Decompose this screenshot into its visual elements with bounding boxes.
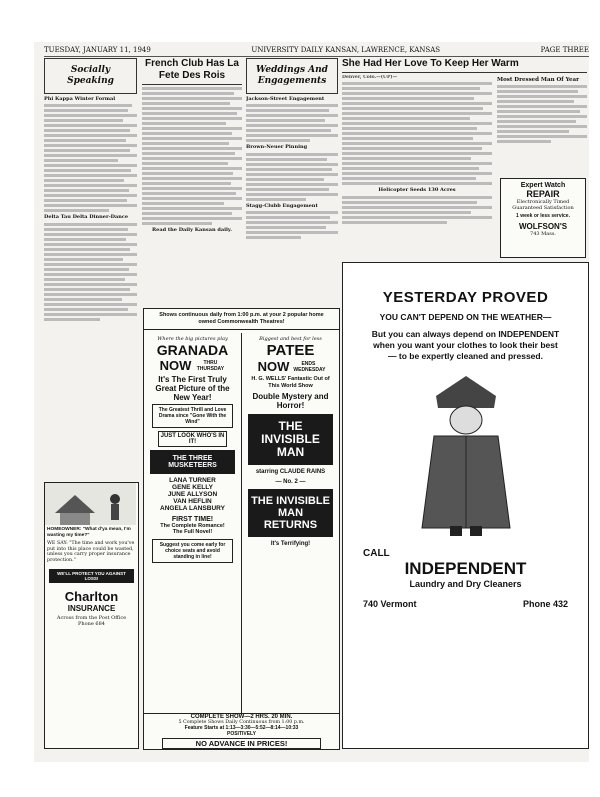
terrifying: It's Terrifying! <box>270 541 311 547</box>
society-subhead: Phi Kappa Winter Formal <box>44 96 116 102</box>
society-subhead: Delta Tau Delta Dinner-Dance <box>44 214 129 221</box>
weddings-heading: Weddings And Engagements <box>246 58 338 94</box>
granada-tagline: It's The First Truly Great Picture of the New Year! <box>155 375 230 402</box>
cast-1: GENE KELLY <box>172 484 213 491</box>
insurance-label: INSURANCE <box>67 603 116 613</box>
first-time: FIRST TIME! <box>171 516 214 523</box>
cast-2: JUNE ALLYSON <box>167 491 218 498</box>
positively: POSITIVELY <box>227 731 256 737</box>
homeowner-quote: HOMEOWNER: "What d'ya mean, I'm wasting my time?" <box>47 527 131 538</box>
wells-promo: H. G. WELLS' Fantastic Out of This World Show <box>251 376 330 389</box>
patee-ends: ENDS WEDNESDAY <box>293 360 326 373</box>
starring-rains: starring CLAUDE RAINS <box>255 469 326 475</box>
paper-name: UNIVERSITY DAILY KANSAN, LAWRENCE, KANSAS <box>251 46 441 54</box>
independent-cleaners-ad <box>342 262 589 749</box>
complete-show: COMPLETE SHOW—2 HRS. 20 MIN. <box>190 714 293 720</box>
wedding-subhead: Brown-Neuer Pinning <box>246 144 308 151</box>
patee-section <box>242 333 339 713</box>
watch-line2: REPAIR <box>526 189 560 199</box>
society-text <box>44 104 137 212</box>
protect-banner: WE'LL PROTECT YOU AGAINST LOSS! <box>49 569 134 583</box>
cast-4: ANGELA LANSBURY <box>160 505 225 512</box>
granada-promo: The Greatest Thrill and Love Drama since "Gone With the Wind" <box>152 404 233 428</box>
wedding-subhead: Stagg-Clubb Engagement <box>246 202 318 209</box>
we-say-text: WE SAY: "The time and work you've put into this place could be wasted, unless you carry proper insurance protection." <box>47 541 135 563</box>
socially-column <box>44 58 137 478</box>
granada-thru: THRU THURSDAY <box>196 359 225 372</box>
showtimes-section <box>144 713 339 750</box>
just-look: JUST LOOK WHO'S IN IT! <box>158 431 227 447</box>
french-club-headline: French Club Has La Fete Des Rois <box>145 58 239 81</box>
cast-3: VAN HEFLIN <box>173 498 212 505</box>
dressed-man-column <box>497 75 587 175</box>
call-label: CALL <box>363 548 390 559</box>
suggest-note: Suggest you come early for choice seats and avoid standing in line! <box>152 539 233 563</box>
musketeers-title: THE THREE MUSKETEERS <box>150 450 235 474</box>
french-club-column <box>142 58 242 308</box>
granada-section <box>144 333 242 713</box>
wolfson-address: 743 Mass. <box>530 231 556 237</box>
independent-name: INDEPENDENT <box>404 559 527 578</box>
best-label: Biggest and best for less <box>259 336 322 342</box>
charlton-address: Across from the Post Office <box>56 614 127 621</box>
issue-date: TUESDAY, JANUARY 11, 1949 <box>44 46 151 54</box>
theatre-ad <box>143 308 340 750</box>
patee-now: NOW <box>257 359 290 374</box>
cleaners-address: 740 Vermont <box>363 599 417 609</box>
invisible-man-title: THE INVISIBLE MAN <box>248 414 333 465</box>
cleaners-body: But you can always depend on INDEPENDENT when you want your clothes to look their best — to be expertly cleaned and pressed. <box>371 329 560 361</box>
socially-heading: Socially Speaking <box>44 58 137 94</box>
wolfson-name: WOLFSON'S <box>518 222 568 231</box>
watch-line1: Expert Watch <box>520 182 566 189</box>
homeowner-illustration <box>45 483 136 525</box>
wedding-subhead: Jackson-Street Engagement <box>246 96 325 102</box>
charlton-phone: Phone 684 <box>78 620 105 627</box>
weddings-column <box>246 58 338 308</box>
page-number: PAGE THREE <box>540 46 589 54</box>
cleaners-subhead: YOU CAN'T DEPEND ON THE WEATHER— <box>379 312 552 322</box>
wolfson-watch-ad <box>500 178 586 258</box>
story-subhead: Helicopter Seeds 130 Acres <box>378 187 456 194</box>
cleaners-sub: Laundry and Dry Cleaners <box>409 579 522 589</box>
dressed-man-headline: Most Dressed Man Of Year <box>497 77 579 83</box>
where-label: Where the big pictures play <box>157 336 228 342</box>
charlton-insurance-ad <box>44 482 139 749</box>
full-novel: The Full Novel! <box>172 529 213 535</box>
watch-line3: Electronically Timed <box>516 199 570 205</box>
invisible-returns-title: THE INVISIBLE MAN RETURNS <box>248 489 333 537</box>
double-promo: Double Mystery and Horror! <box>252 392 329 410</box>
patee-title: PATEE <box>266 342 315 359</box>
five-shows: 5 Complete Shows Daily Continuous from 1:00 p.m. <box>178 720 305 725</box>
raincoat-man-illustration <box>406 368 526 538</box>
love-story-body <box>342 75 492 265</box>
charlton-name: Charlton <box>64 588 119 604</box>
masthead <box>44 46 589 57</box>
no-advance: NO ADVANCE IN PRICES! <box>162 738 321 749</box>
cast-0: LANA TURNER <box>169 477 216 484</box>
granada-now: NOW <box>159 358 192 373</box>
cleaners-headline: YESTERDAY PROVED <box>382 289 549 306</box>
complete-romance: The Complete Romance! <box>160 523 225 529</box>
watch-line4: Guaranteed Satisfaction <box>512 205 574 211</box>
love-story-headline: She Had Her Love To Keep Her Warm <box>342 58 519 69</box>
cleaners-phone: Phone 432 <box>522 599 568 609</box>
granada-title: GRANADA <box>156 342 229 358</box>
feature-times: Feature Starts at 1:13—3:30—5:52—8:14—10:33 <box>184 725 299 731</box>
read-kansan-note: Read the Daily Kansan daily. <box>152 227 232 233</box>
story-dateline: Denver, Colo.—(UP)— <box>342 75 398 80</box>
theatre-banner: Shows continuous daily from 1:00 p.m. at your 2 popular home owned Commonwealth Theatres! <box>144 309 339 330</box>
number-two: — No. 2 — <box>275 479 306 485</box>
watch-line5: 1 week or less service. <box>516 213 570 219</box>
